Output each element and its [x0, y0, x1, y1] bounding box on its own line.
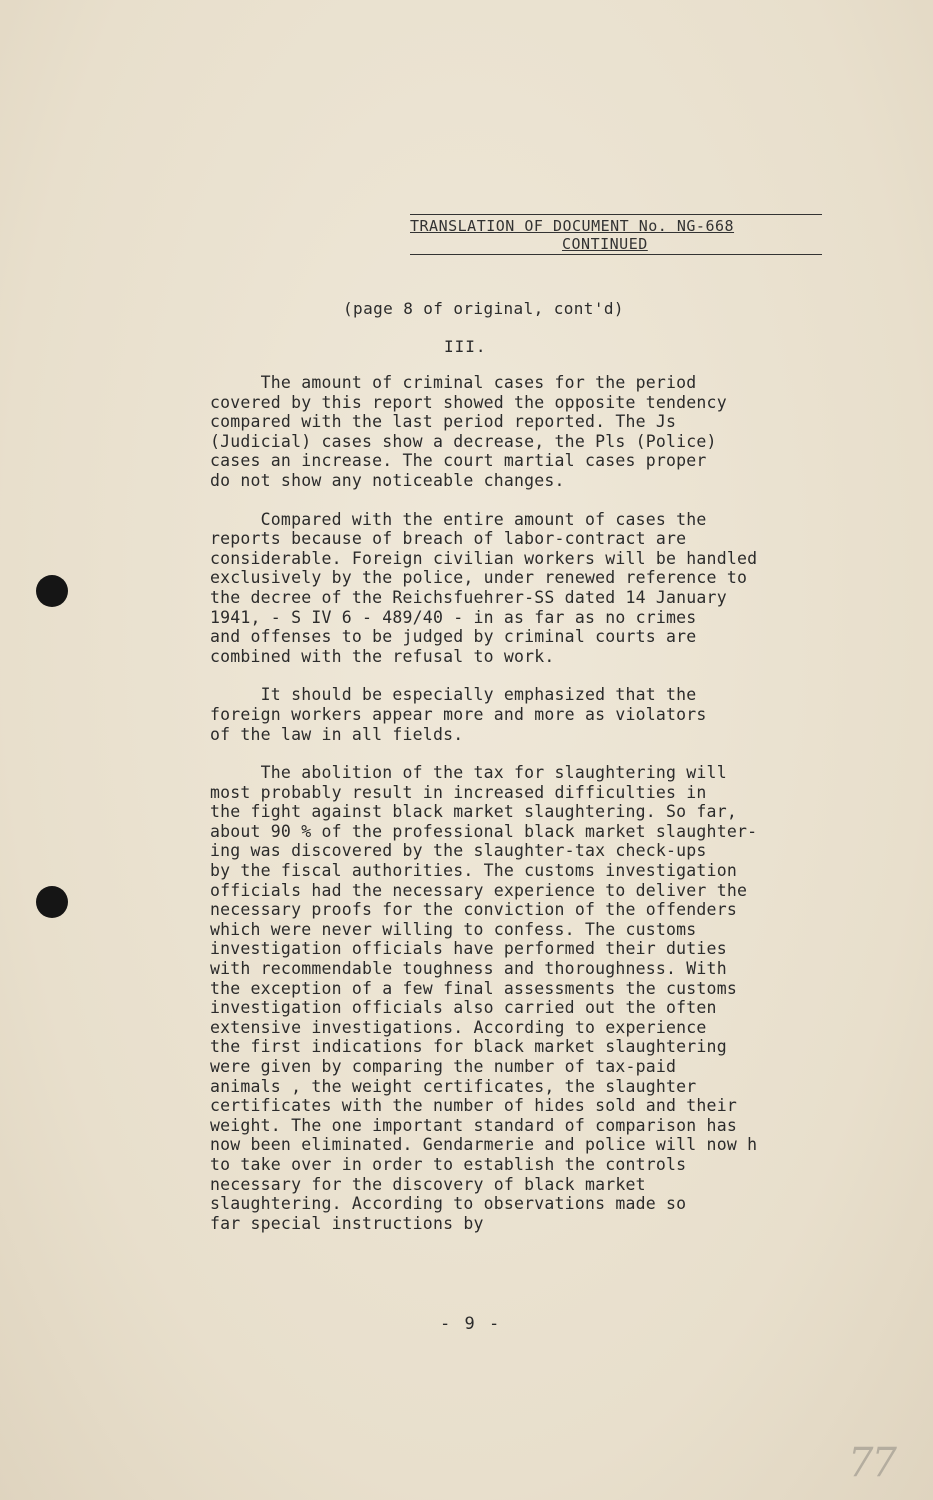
text-line: with recommendable toughness and thoroughness. With	[210, 959, 727, 979]
text-line: The abolition of the tax for slaughtering will	[210, 763, 727, 783]
paragraph	[210, 685, 850, 744]
text-line: considerable. Foreign civilian workers will be handled	[210, 548, 758, 568]
header-continued: CONTINUED	[562, 235, 648, 253]
text-line: about 90 % of the professional black market slaughter-	[210, 821, 758, 841]
text-line: now been eliminated. Gendarmerie and police will now h	[210, 1135, 758, 1155]
text-line: Compared with the entire amount of cases the	[210, 509, 707, 529]
text-line: extensive investigations. According to experience	[210, 1017, 707, 1037]
header-title: TRANSLATION OF DOCUMENT No. NG-668	[410, 217, 735, 235]
text-line: reports because of breach of labor-contract are	[210, 529, 687, 549]
text-line: the fight against black market slaughtering. So far,	[210, 802, 737, 822]
text-line: were given by comparing the number of tax-paid	[210, 1057, 677, 1076]
header-bottom-rule	[410, 254, 822, 255]
text-line: combined with the refusal to work.	[210, 646, 555, 666]
text-line: necessary for the discovery of black market	[210, 1174, 646, 1194]
text-line: exclusively by the police, under renewed reference to	[210, 568, 748, 588]
text-line: which were never willing to confess. The customs	[210, 919, 697, 939]
text-line: 1941, - S IV 6 - 489/40 - in as far as no crimes	[210, 607, 697, 627]
paragraph	[210, 373, 850, 491]
text-line: cases an increase. The court martial cases proper	[210, 451, 707, 471]
text-line: most probably result in increased difficulties in	[210, 782, 707, 802]
text-line: slaughtering. According to observations made so	[210, 1194, 687, 1214]
text-line: compared with the last period reported. The Js	[210, 412, 677, 432]
document-body	[210, 373, 850, 1252]
text-line: ing was discovered by the slaughter-tax check-ups	[210, 841, 707, 861]
text-line: and offenses to be judged by criminal courts are	[210, 627, 697, 647]
handwritten-page-number: 77	[848, 1440, 895, 1486]
text-line: far special instructions by	[210, 1213, 484, 1233]
text-line: by the fiscal authorities. The customs investigation	[210, 861, 737, 881]
text-line: covered by this report showed the opposite tendency	[210, 392, 727, 412]
paragraph	[210, 510, 850, 667]
text-line: foreign workers appear more and more as violators	[210, 704, 707, 724]
punch-hole-lower	[36, 886, 68, 918]
text-line: It should be especially emphasized that the	[210, 685, 697, 705]
punch-hole-upper	[36, 575, 68, 607]
text-line: (Judicial) cases show a decrease, the Pls (Police)	[210, 431, 717, 451]
text-line: officials had the necessary experience to deliver the	[210, 880, 748, 900]
text-line: the first indications for black market slaughtering	[210, 1037, 727, 1057]
page-number: - 9 -	[440, 1314, 502, 1334]
text-line: animals , the weight certificates, the slaughter	[210, 1076, 697, 1096]
text-line: certificates with the number of hides sold and their	[210, 1096, 737, 1116]
text-line: to take over in order to establish the controls	[210, 1154, 687, 1174]
paragraph	[210, 763, 850, 1233]
text-line: necessary proofs for the conviction of the offenders	[210, 900, 737, 920]
text-line: investigation officials also carried out the often	[210, 998, 717, 1018]
text-line: the decree of the Reichsfuehrer-SS dated 14 January	[210, 587, 727, 607]
page-reference: (page 8 of original, cont'd)	[343, 299, 624, 318]
text-line: the exception of a few final assessments the customs	[210, 978, 737, 998]
text-line: do not show any noticeable changes.	[210, 470, 565, 490]
text-line: weight. The one important standard of comparison has	[210, 1115, 737, 1135]
text-line: The amount of criminal cases for the period	[210, 373, 697, 392]
text-line: of the law in all fields.	[210, 724, 464, 744]
document-header	[410, 214, 822, 255]
section-number: III.	[444, 337, 487, 356]
text-line: investigation officials have performed their duties	[210, 939, 727, 959]
